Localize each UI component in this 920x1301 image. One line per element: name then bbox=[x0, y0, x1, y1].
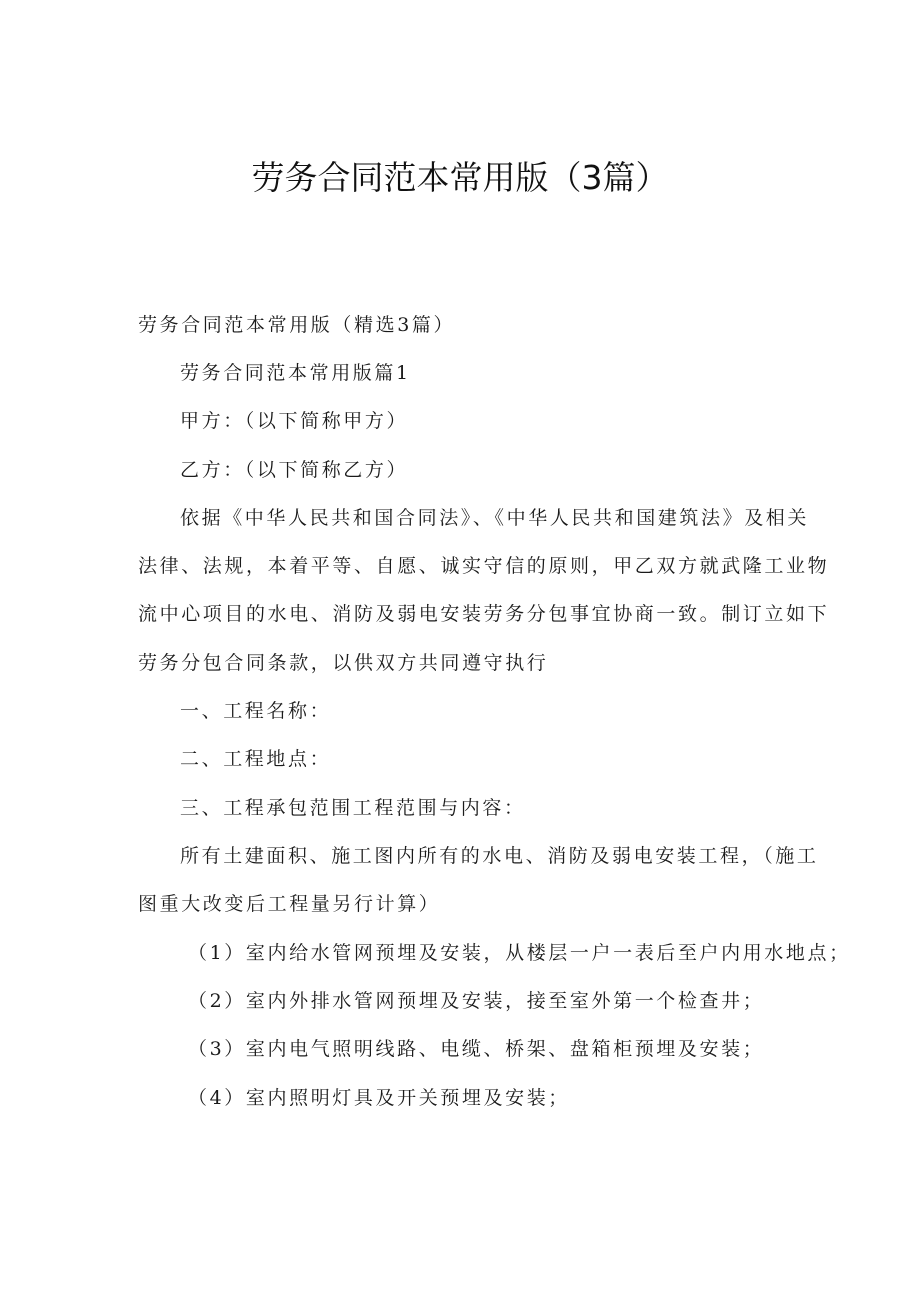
list-item-1: （1）室内给水管网预埋及安装，从楼层一户一表后至户内用水地点； bbox=[188, 942, 851, 964]
party-b-line: 乙方：（以下简称乙方） bbox=[180, 459, 409, 481]
clause-3: 三、工程承包范围工程范围与内容： bbox=[180, 797, 526, 819]
intro-line-2: 法律、法规，本着平等、自愿、诚实守信的原则，甲乙双方就武隆工业物 bbox=[138, 555, 830, 577]
intro-line-1: 依据《中华人民共和国合同法》、《中华人民共和国建筑法》及相关 bbox=[180, 507, 810, 529]
document-subtitle: 劳务合同范本常用版（精选3篇） bbox=[138, 314, 456, 336]
clause-1: 一、工程名称： bbox=[180, 700, 332, 722]
intro-line-4: 劳务分包合同条款，以供双方共同遵守执行 bbox=[138, 652, 549, 674]
intro-line-3: 流中心项目的水电、消防及弱电安装劳务分包事宜协商一致。制订立如下 bbox=[138, 603, 830, 625]
scope-line-2: 图重大改变后工程量另行计算） bbox=[138, 893, 441, 915]
section-heading: 劳务合同范本常用版篇1 bbox=[180, 362, 411, 384]
party-a-line: 甲方：（以下简称甲方） bbox=[180, 410, 409, 432]
list-item-4: （4）室内照明灯具及开关预埋及安装； bbox=[188, 1087, 570, 1109]
scope-line-1: 所有土建面积、施工图内所有的水电、消防及弱电安装工程，（施工 bbox=[180, 845, 819, 867]
clause-2: 二、工程地点： bbox=[180, 748, 332, 770]
document-title: 劳务合同范本常用版（3篇） bbox=[251, 158, 669, 197]
list-item-2: （2）室内外排水管网预埋及安装，接至室外第一个检查井； bbox=[188, 990, 765, 1012]
list-item-3: （3）室内电气照明线路、电缆、桥架、盘箱柜预埋及安装； bbox=[188, 1038, 765, 1060]
